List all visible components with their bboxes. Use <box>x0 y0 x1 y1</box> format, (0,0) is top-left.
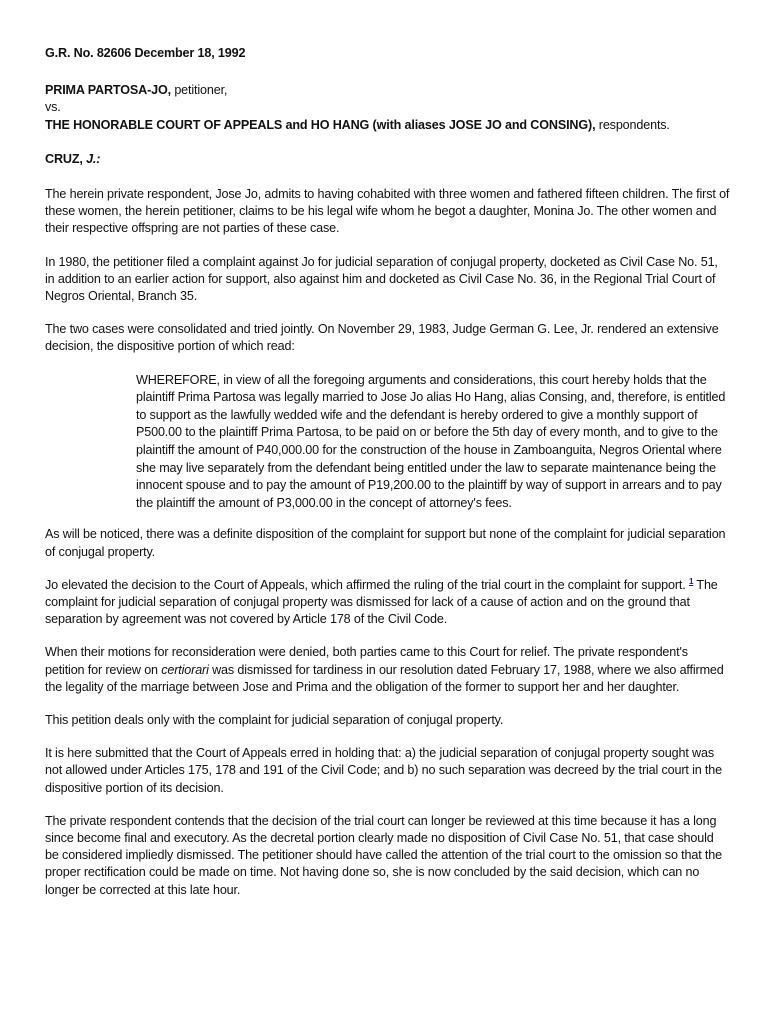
paragraph-reconsideration-text-a: When their motions for reconsideration were denied, both parties came to this Court for relief. The private respondent's petition for review on <box>45 645 688 677</box>
document-page <box>45 45 730 915</box>
ponente-title: J.: <box>86 151 101 166</box>
case-title: G.R. No. 82606 December 18, 1992 <box>45 46 246 60</box>
respondent-name: THE HONORABLE COURT OF APPEALS and HO HANG (with aliases JOSE JO and CONSING), <box>45 117 596 132</box>
ponente-name: CRUZ, <box>45 151 87 166</box>
footnote-link[interactable]: 1 <box>688 576 694 586</box>
paragraph-submission: It is here submitted that the Court of Appeals erred in holding that: a) the judicial separation of conjugal property sought was not allowed under Articles 175, 178 and 191 of the Civil Code; and b) no such separation was decreed by the trial court in the dispositive portion of its decision. <box>45 746 722 795</box>
paragraph-appeal <box>45 577 730 629</box>
certiorari-term: certiorari <box>161 662 209 677</box>
paragraph-observation: As will be noticed, there was a definite disposition of the complaint for support but none of the complaint for judicial separation of conjugal property. <box>45 527 726 559</box>
ponente <box>45 151 730 168</box>
respondent-line <box>45 117 730 134</box>
paragraph-reconsideration <box>45 644 730 696</box>
paragraph-complaint: In 1980, the petitioner filed a complaint against Jo for judicial separation of conjugal property, docketed as Civil Case No. 51, in addition to an earlier action for support, also against him and docketed as Civil Case No. 36, in the Regional Trial Court of Negros Oriental, Branch 35. <box>45 254 718 304</box>
petitioner-name: PRIMA PARTOSA-JO, <box>45 83 171 98</box>
petitioner-role: petitioner, <box>170 83 228 98</box>
dispositive-quote: WHEREFORE, in view of all the foregoing arguments and considerations, this court hereby holds that the plaintiff Prima Partosa was legally married to Jose Jo alias Ho Hang, alias Consing, and, therefore, is entitled to support as the lawfully wedded wife and the defendant is hereby ordered to give a monthly support of P500.00 to the plaintiff Prima Partosa, to be paid on or before the 5th day of every month, and to give to the plaintiff the amount of P40,000.00 for the construction of the house in Zamboanguita, Negros Oriental where she may live separately from the defendant being entitled under the law to separate maintenance being the innocent spouse and to pay the amount of P19,200.00 to the plaintiff by way of support in arrears and to pay the plaintiff the amount of P3,000.00 in the concept of attorney's fees. <box>136 372 726 510</box>
paragraph-appeal-text-a: Jo elevated the decision to the Court of Appeals, which affirmed the ruling of the trial court in the complaint for support. <box>45 577 689 592</box>
paragraph-contention: The private respondent contends that the decision of the trial court can longer be reviewed at this time because it has a long since become final and executory. As the decretal portion clearly made no disposition of Civil Case No. 51, that case should be considered impliedly dismissed. The petitioner should have called the attention of the trial court to the omission so that the proper rectification could be made on time. Not having done so, she is now concluded by the said decision, which can no longer be corrected at this late hour. <box>45 813 722 897</box>
paragraph-consolidation: The two cases were consolidated and tried jointly. On November 29, 1983, Judge German G. Lee, Jr. rendered an extensive decision, the dispositive portion of which read: <box>45 322 719 354</box>
respondent-role: respondents. <box>595 117 670 132</box>
paragraph-appeal-text-b: The complaint for judicial separation of conjugal property was dismissed for lack of a cause of action and on the ground that separation by agreement was not covered by Article 178 of the Civil Code. <box>45 577 718 627</box>
paragraph-reconsideration-text-b: was dismissed for tardiness in our resolution dated February 17, 1988, where we also affirmed the legality of the marriage between Jose and Prima and the obligation of the former to support her and her daughter. <box>45 662 724 694</box>
petitioner-line <box>45 82 730 99</box>
paragraph-facts: The herein private respondent, Jose Jo, admits to having cohabited with three women and fathered fifteen children. The first of these women, the herein petitioner, claims to be his legal wife whom he begot a daughter, Monina Jo. The other women and their respective offspring are not parties of these case. <box>45 187 730 236</box>
versus-label: vs. <box>45 100 61 115</box>
paragraph-scope: This petition deals only with the complaint for judicial separation of conjugal property. <box>45 713 504 728</box>
case-parties <box>45 82 730 134</box>
